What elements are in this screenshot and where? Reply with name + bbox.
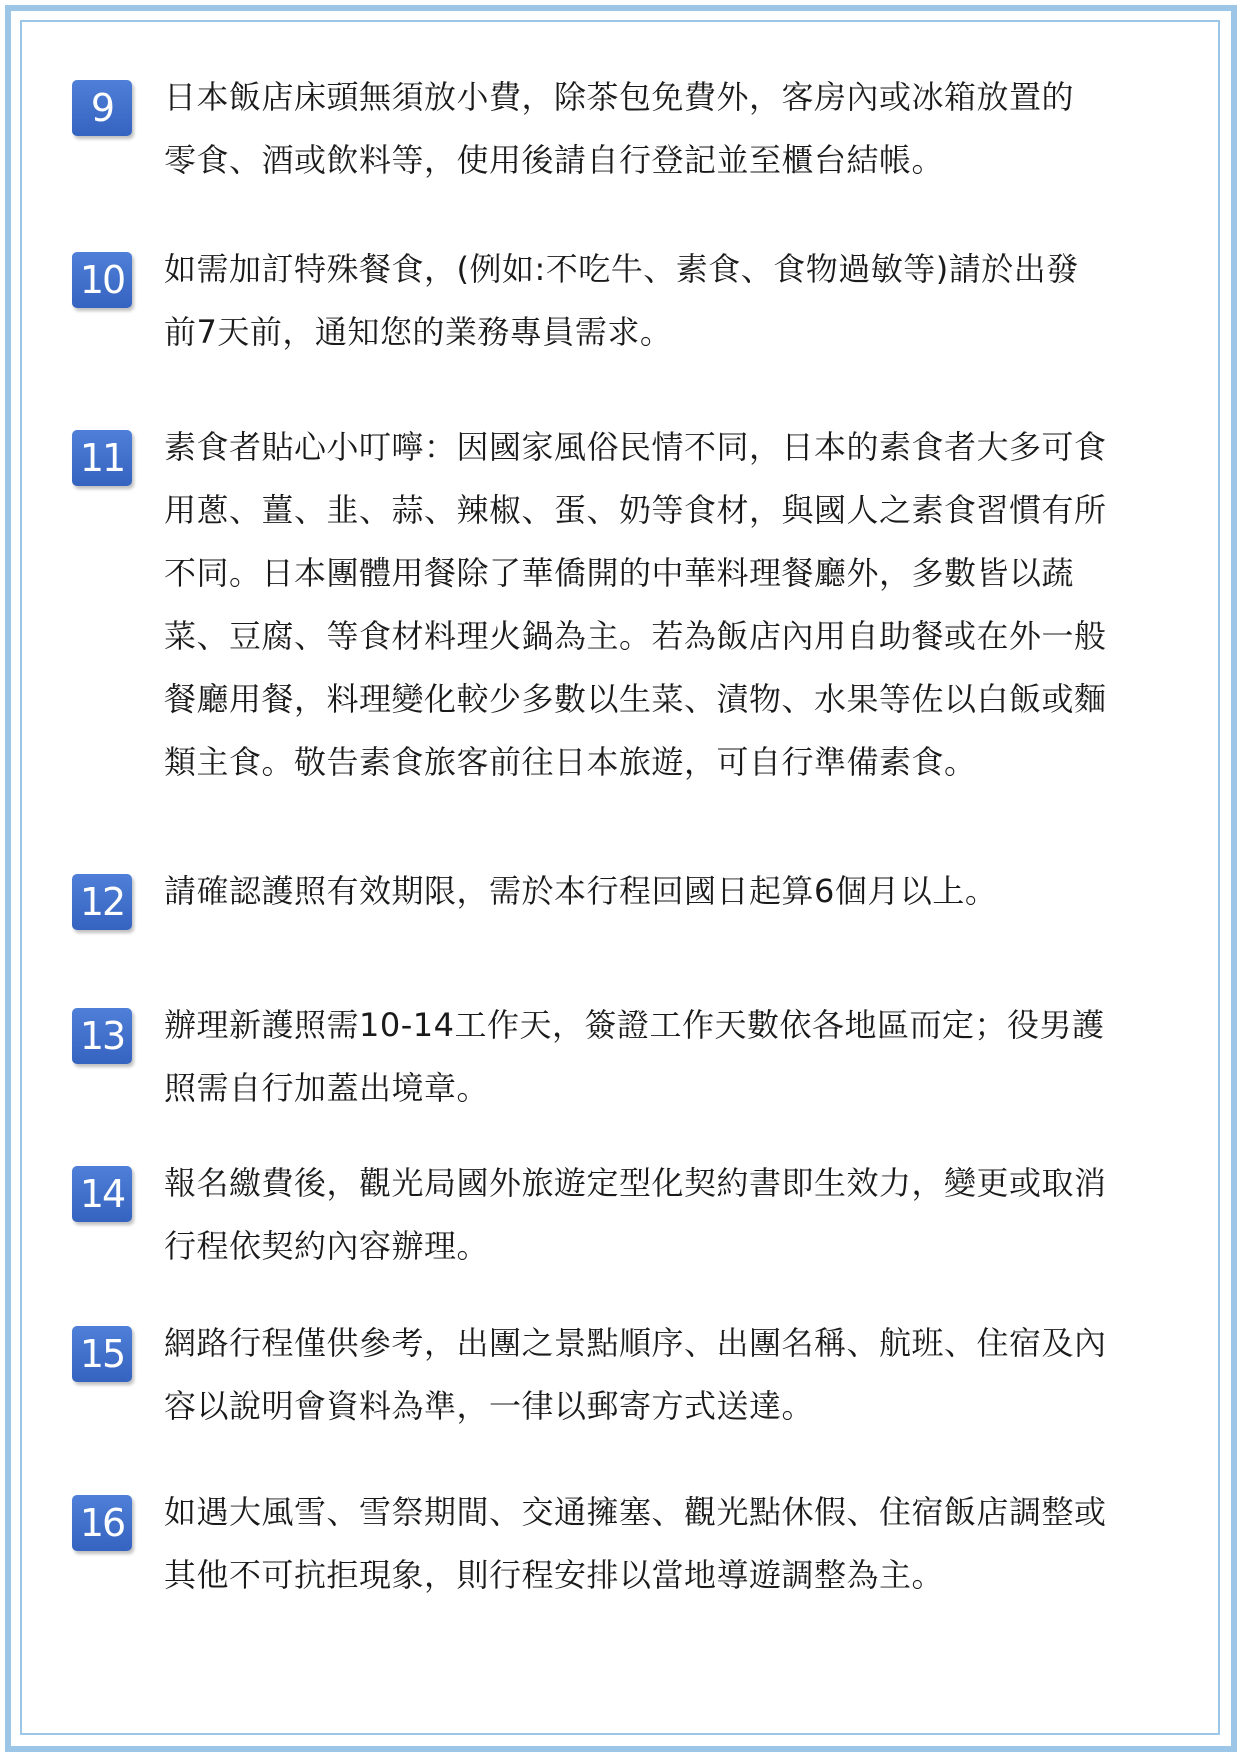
notice-text: 請確認護照有效期限，需於本行程回國日起算6個月以上。	[164, 872, 998, 910]
notice-text: 日本飯店床頭無須放小費，除茶包免費外，客房內或冰箱放置的 零食、酒或飲料等，使用後請自行登記並至櫃台結帳。	[164, 78, 1075, 179]
number-badge: 15	[72, 1326, 132, 1382]
number-badge: 13	[72, 1008, 132, 1064]
notice-text: 如遇大風雪、雪祭期間、交通擁塞、觀光點休假、住宿飯店調整或 其他不可抗拒現象，則行程安排以當地導遊調整為主。	[164, 1493, 1107, 1594]
notice-text: 網路行程僅供參考，出團之景點順序、出團名稱、航班、住宿及內 容以說明會資料為準，一律以郵寄方式送達。	[164, 1324, 1107, 1425]
number-badge: 12	[72, 874, 132, 930]
number-badge: 10	[72, 252, 132, 308]
notice-text: 報名繳費後，觀光局國外旅遊定型化契約書即生效力，變更或取消 行程依契約內容辦理。	[164, 1164, 1107, 1265]
notice-text: 素食者貼心小叮嚀：因國家風俗民情不同，日本的素食者大多可食 用蔥、薑、韭、蒜、辣椒、蛋、奶等食材，與國人之素食習慣有所 不同。日本團體用餐除了華僑開的中華料理餐廳外，多數皆以蔬 菜、豆腐、等食材料理火鍋為主。若為飯店內用自助餐或在外一般 餐廳用餐，料理變化較少多數以生菜、漬物、水果等佐以白飯或麵 類主食。敬告素食旅客前往日本旅遊，可自行準備素食。	[164, 428, 1107, 781]
number-badge: 11	[72, 430, 132, 486]
number-badge: 9	[72, 80, 132, 136]
notice-text: 辦理新護照需10-14工作天，簽證工作天數依各地區而定；役男護 照需自行加蓋出境章。	[164, 1006, 1105, 1107]
number-badge: 14	[72, 1166, 132, 1222]
number-badge: 16	[72, 1495, 132, 1551]
notice-text: 如需加訂特殊餐食，(例如:不吃牛、素食、食物過敏等)請於出發 前7天前，通知您的業務專員需求。	[164, 250, 1079, 351]
